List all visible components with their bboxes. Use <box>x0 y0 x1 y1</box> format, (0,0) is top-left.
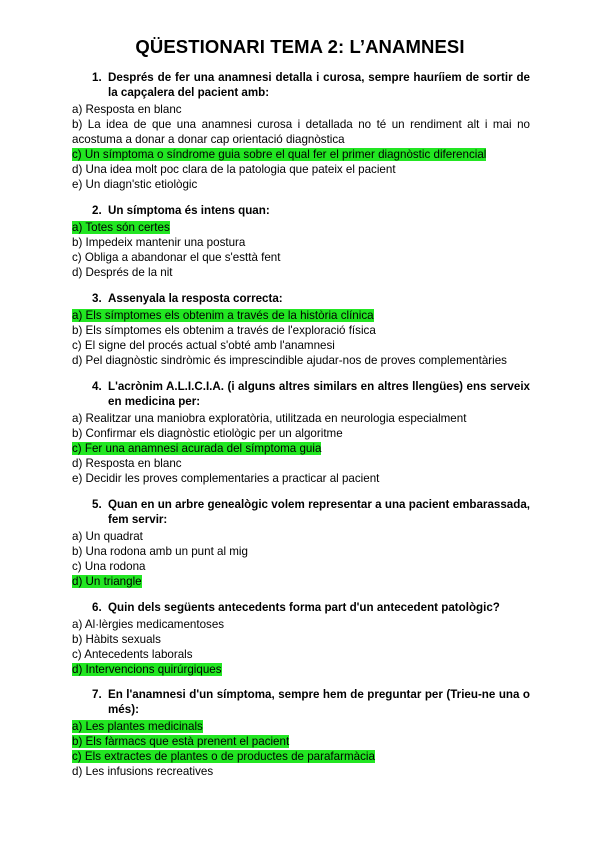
answer-option: b) Una rodona amb un punt al mig <box>72 545 248 558</box>
answer-option: b) La idea de que una anamnesi curosa i detallada no té un rendiment alt i mai no acostuma a donar a donar cap orientació diagnòstica <box>72 118 530 146</box>
answer-option: c) Una rodona <box>72 560 146 573</box>
question-text: Després de fer una anamnesi detalla i curosa, sempre hauríiem de sortir de la capçalera del pacient amb: <box>108 71 530 99</box>
answer-option-highlighted: a) Les plantes medicinals <box>72 720 203 733</box>
answer-option: a) Al·lèrgies medicamentoses <box>72 618 225 631</box>
question-text: Quin dels següents antecedents forma part d'un antecedent patològic? <box>108 601 500 614</box>
answer-option: c) Obliga a abandonar el que s'esttà fent <box>72 251 281 264</box>
question-2 <box>72 203 530 280</box>
question-number: 7. <box>92 688 102 701</box>
question-text: Assenyala la resposta correcta: <box>108 292 283 305</box>
question-header <box>92 203 530 218</box>
page-title: QÜESTIONARI TEMA 2: L’ANAMNESI <box>135 36 465 57</box>
question-4 <box>72 379 530 486</box>
question-header <box>92 497 530 527</box>
question-header <box>92 70 530 100</box>
question-7 <box>72 687 530 779</box>
answer-option: e) Un diagn'stic etiològic <box>72 178 198 191</box>
answer-option: a) Resposta en blanc <box>72 103 182 116</box>
question-number: 2. <box>92 204 102 217</box>
question-number: 1. <box>92 71 102 84</box>
answer-option: a) Realitzar una maniobra exploratòria, utilitzada en neurologia especialment <box>72 412 467 425</box>
answer-option: d) Resposta en blanc <box>72 457 182 470</box>
question-header <box>92 379 530 409</box>
question-3 <box>72 291 530 368</box>
question-number: 3. <box>92 292 102 305</box>
answer-option-highlighted: a) Els símptomes els obtenim a través de la història clínica <box>72 309 374 322</box>
question-number: 5. <box>92 498 102 511</box>
answer-option: d) Després de la nit <box>72 266 173 279</box>
answer-option: e) Decidir les proves complementaries a practicar al pacient <box>72 472 380 485</box>
question-number: 4. <box>92 380 102 393</box>
question-number: 6. <box>92 601 102 614</box>
question-text: L'acrònim A.L.I.C.I.A. (i alguns altres similars en altres llengües) ens serveix en medicina per: <box>108 380 530 408</box>
question-text: Quan en un arbre genealògic volem representar a una pacient embarassada, fem servir: <box>108 498 530 526</box>
question-text: En l'anamnesi d'un símptoma, sempre hem de preguntar per (Trieu-ne una o més): <box>108 688 530 716</box>
answer-option-highlighted: d) Intervencions quirúrgiques <box>72 663 222 676</box>
answer-option: b) Els símptomes els obtenim a través de l'exploració física <box>72 324 376 337</box>
answer-option: c) El signe del procés actual s'obté amb l'anamnesi <box>72 339 335 352</box>
answer-option: b) Hàbits sexuals <box>72 633 161 646</box>
answer-option-highlighted: d) Un triangle <box>72 575 142 588</box>
answer-option-highlighted: b) Els fàrmacs que està prenent el pacient <box>72 735 290 748</box>
answer-option: a) Un quadrat <box>72 530 143 543</box>
answer-option-highlighted: c) Els extractes de plantes o de productes de parafarmàcia <box>72 750 375 763</box>
answer-option: b) Confirmar els diagnòstic etiològic per un algoritme <box>72 427 343 440</box>
question-header <box>92 600 530 615</box>
question-header <box>92 291 530 306</box>
question-text: Un símptoma és intens quan: <box>108 204 270 217</box>
question-header <box>92 687 530 717</box>
question-6 <box>72 600 530 677</box>
answer-option: d) Pel diagnòstic sindròmic és imprescindible ajudar-nos de proves complementàries <box>72 354 507 367</box>
question-5 <box>72 497 530 589</box>
question-1 <box>72 70 530 192</box>
answer-option-highlighted: c) Fer una anamnesi acurada del símptoma guia <box>72 442 322 455</box>
answer-option-highlighted: c) Un símptoma o síndrome guia sobre el qual fer el primer diagnòstic diferencial <box>72 148 487 161</box>
answer-option: c) Antecedents laborals <box>72 648 193 661</box>
answer-option: d) Una idea molt poc clara de la patologia que pateix el pacient <box>72 163 396 176</box>
answer-option-highlighted: a) Totes són certes <box>72 221 170 234</box>
answer-option: b) Impedeix mantenir una postura <box>72 236 246 249</box>
answer-option: d) Les infusions recreatives <box>72 765 214 778</box>
